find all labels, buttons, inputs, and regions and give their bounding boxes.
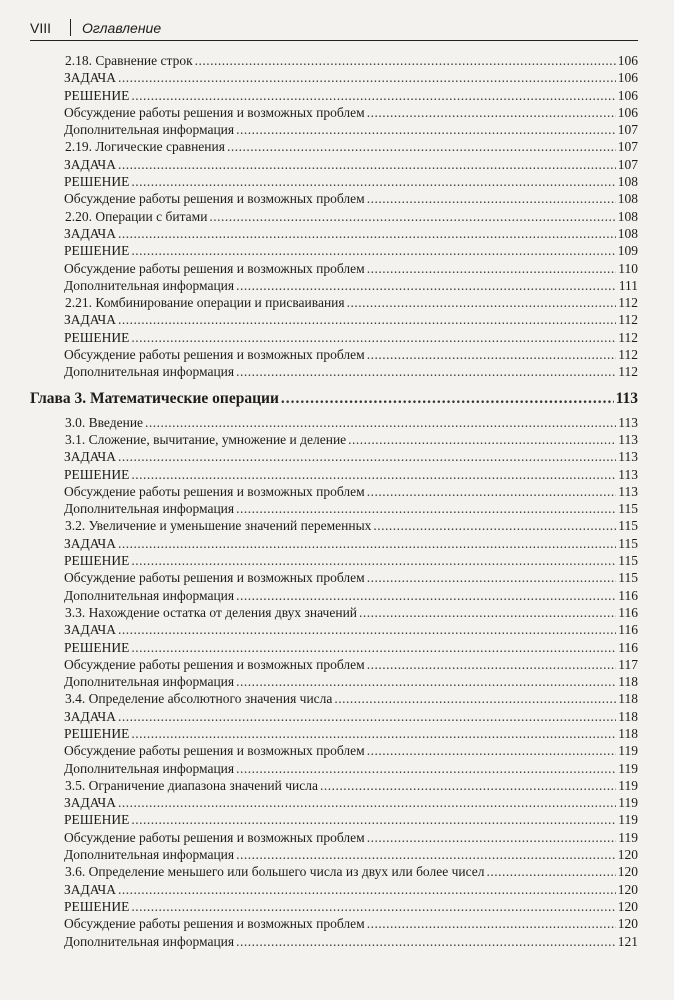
toc-entry-title: Обсуждение работы решения и возможных проблем [64, 483, 365, 499]
toc-subentry [30, 881, 638, 898]
toc-entry-page: 113 [618, 431, 638, 447]
dot-leader [131, 898, 615, 915]
toc-subentry [30, 725, 638, 742]
toc-entry-title: Обсуждение работы решения и возможных проблем [64, 829, 365, 845]
toc-entry-title: 2.18. Сравнение строк [65, 53, 193, 68]
toc-entry-page: 113 [618, 414, 638, 430]
toc-entry-page: 108 [617, 208, 638, 224]
toc-entry-title: ЗАДАЧА [64, 795, 116, 811]
dot-leader [367, 569, 616, 586]
toc-entry-title: РЕШЕНИЕ [64, 725, 130, 741]
toc-entry-page: 113 [618, 483, 638, 499]
dot-leader [118, 621, 616, 638]
dot-leader [236, 587, 616, 604]
toc-subentry [30, 156, 638, 173]
toc-entry-page: 119 [618, 760, 638, 776]
toc-entry-page: 107 [617, 156, 638, 172]
toc-subentry [30, 87, 638, 104]
toc-section-entry [30, 414, 638, 431]
dot-leader [131, 811, 616, 828]
dot-leader [367, 104, 616, 121]
dot-leader [367, 483, 616, 500]
toc-subentry [30, 173, 638, 190]
toc-entry-page: 119 [618, 743, 638, 759]
toc-entry-title: ЗАДАЧА [64, 225, 116, 241]
toc-entry-title: Дополнительная информация [64, 277, 235, 293]
dot-leader [118, 311, 616, 328]
toc-entry-title: 2.21. Комбинирование операции и присваивания [65, 295, 345, 311]
dot-leader [367, 829, 616, 846]
toc-subentry [30, 500, 638, 517]
toc-entry-title: РЕШЕНИЕ [64, 87, 130, 103]
dot-leader [236, 500, 616, 517]
toc-entry-page: 118 [618, 725, 638, 741]
toc-entry-page: 115 [618, 535, 638, 551]
toc-subentry [30, 898, 638, 915]
toc-subentry [30, 121, 638, 138]
dot-leader [334, 690, 616, 707]
toc-entry-title: ЗАДАЧА [64, 70, 116, 86]
toc-subentry [30, 483, 638, 500]
toc-subentry [30, 742, 638, 759]
toc-entry-title: РЕШЕНИЕ [64, 329, 130, 345]
toc-entry-page: 113 [618, 449, 638, 465]
toc-subentry [30, 829, 638, 846]
dot-leader [118, 881, 616, 898]
toc-entry-title: РЕШЕНИЕ [64, 812, 130, 828]
toc-entry-title: Обсуждение работы решения и возможных проблем [64, 347, 365, 363]
toc-entry-page: 106 [617, 104, 638, 120]
toc-entry-title: Дополнительная информация [64, 501, 235, 517]
toc-entry-page: 107 [617, 139, 638, 155]
toc-subentry [30, 708, 638, 725]
toc-section-entry [30, 604, 638, 621]
toc-entry-page: 110 [618, 260, 638, 276]
dot-leader [131, 329, 616, 346]
toc-subentry [30, 225, 638, 242]
toc-entry-title: Обсуждение работы решения и возможных проблем [64, 570, 365, 586]
toc-subentry [30, 466, 638, 483]
toc-entry-title: 3.0. Введение [65, 414, 144, 430]
toc-entry-title: РЕШЕНИЕ [64, 466, 130, 482]
toc-entry-page: 109 [617, 243, 638, 259]
toc-entry-title: Дополнительная информация [64, 933, 235, 949]
dot-leader [236, 846, 616, 863]
toc-chapter-entry [30, 384, 638, 414]
toc-entry-page: 120 [617, 898, 638, 914]
toc-entry-title: Глава 3. Математические операции [30, 389, 279, 407]
dot-leader [487, 863, 616, 880]
toc-entry-page: 113 [615, 389, 638, 407]
toc-subentry [30, 277, 638, 294]
toc-entry-page: 116 [618, 622, 638, 638]
toc-subentry [30, 933, 638, 950]
toc-entry-page: 106 [617, 53, 638, 68]
dot-leader [118, 794, 616, 811]
toc-entry-title: Дополнительная информация [64, 587, 235, 603]
toc-entry-title: РЕШЕНИЕ [64, 898, 130, 914]
dot-leader [131, 173, 615, 190]
toc-entry-page: 120 [617, 864, 638, 880]
dot-leader [145, 414, 616, 431]
dot-leader [373, 517, 616, 534]
toc-section-entry [30, 138, 638, 155]
toc-subentry [30, 760, 638, 777]
toc-subentry [30, 535, 638, 552]
toc-subentry [30, 190, 638, 207]
dot-leader [347, 294, 616, 311]
dot-leader [131, 242, 615, 259]
toc-subentry [30, 569, 638, 586]
toc-entry-page: 106 [617, 70, 638, 86]
page-number: VIII [30, 20, 52, 36]
toc-entry-title: РЕШЕНИЕ [64, 243, 130, 259]
toc-entry-page: 118 [618, 708, 638, 724]
toc-subentry [30, 363, 638, 380]
toc-section-entry [30, 517, 638, 534]
toc-entry-title: Дополнительная информация [64, 847, 235, 863]
dot-leader [131, 725, 616, 742]
toc-entry-page: 112 [618, 329, 638, 345]
dot-leader [131, 87, 615, 104]
toc-entry-page: 116 [618, 604, 638, 620]
toc-entry-title: Дополнительная информация [64, 122, 235, 138]
toc-entry-title: Обсуждение работы решения и возможных проблем [64, 656, 365, 672]
toc-section-entry [30, 690, 638, 707]
dot-leader [236, 277, 616, 294]
running-title: Оглавление [82, 20, 162, 36]
toc-subentry [30, 552, 638, 569]
table-of-contents [30, 52, 638, 950]
dot-leader [118, 156, 616, 173]
toc-entry-page: 119 [618, 829, 638, 845]
toc-entry-title: РЕШЕНИЕ [64, 553, 130, 569]
toc-entry-title: ЗАДАЧА [64, 312, 116, 328]
toc-subentry [30, 846, 638, 863]
toc-entry-page: 121 [617, 933, 638, 949]
toc-entry-page: 115 [618, 501, 638, 517]
toc-section-entry [30, 208, 638, 225]
header-divider [70, 19, 71, 36]
toc-entry-page: 106 [617, 87, 638, 103]
dot-leader [236, 363, 616, 380]
toc-subentry [30, 639, 638, 656]
toc-entry-title: РЕШЕНИЕ [64, 174, 130, 190]
toc-entry-title: 3.4. Определение абсолютного значения числа [65, 691, 333, 707]
toc-subentry [30, 794, 638, 811]
toc-section-entry [30, 777, 638, 794]
dot-leader [118, 225, 616, 242]
toc-section-entry [30, 294, 638, 311]
toc-entry-title: ЗАДАЧА [64, 881, 116, 897]
toc-entry-title: ЗАДАЧА [64, 449, 116, 465]
toc-entry-title: Дополнительная информация [64, 674, 235, 690]
dot-leader [367, 915, 616, 932]
toc-entry-page: 115 [618, 518, 638, 534]
toc-entry-title: ЗАДАЧА [64, 535, 116, 551]
toc-entry-page: 119 [618, 777, 638, 793]
dot-leader [359, 604, 616, 621]
toc-entry-page: 108 [617, 191, 638, 207]
toc-entry-title: 2.20. Операции с битами [65, 208, 208, 224]
toc-entry-page: 112 [618, 364, 638, 380]
toc-entry-page: 111 [618, 277, 638, 293]
dot-leader [227, 138, 616, 155]
running-header [30, 18, 638, 41]
toc-entry-title: Обсуждение работы решения и возможных проблем [64, 260, 365, 276]
toc-subentry [30, 346, 638, 363]
toc-subentry [30, 242, 638, 259]
toc-subentry [30, 587, 638, 604]
toc-subentry [30, 69, 638, 86]
toc-entry-title: ЗАДАЧА [64, 622, 116, 638]
toc-entry-title: 3.5. Ограничение диапазона значений числа [65, 777, 318, 793]
dot-leader [236, 121, 616, 138]
toc-entry-title: 3.3. Нахождение остатка от деления двух значений [65, 604, 358, 620]
toc-entry-page: 118 [618, 674, 638, 690]
toc-entry-page: 118 [618, 691, 638, 707]
dot-leader [131, 552, 616, 569]
toc-entry-title: Обсуждение работы решения и возможных проблем [64, 104, 365, 120]
dot-leader [236, 673, 616, 690]
dot-leader [367, 742, 616, 759]
dot-leader [367, 656, 616, 673]
toc-entry-page: 113 [618, 466, 638, 482]
toc-entry-page: 108 [617, 225, 638, 241]
dot-leader [348, 431, 616, 448]
dot-leader [236, 760, 616, 777]
toc-entry-page: 119 [618, 795, 638, 811]
toc-subentry [30, 915, 638, 932]
toc-entry-title: Дополнительная информация [64, 364, 235, 380]
toc-entry-page: 119 [618, 812, 638, 828]
toc-entry-title: Дополнительная информация [64, 760, 235, 776]
toc-entry-title: 3.2. Увеличение и уменьшение значений переменных [65, 518, 372, 534]
toc-entry-title: Обсуждение работы решения и возможных проблем [64, 916, 365, 932]
toc-subentry [30, 104, 638, 121]
dot-leader [367, 190, 616, 207]
dot-leader [367, 260, 616, 277]
toc-entry-title: 2.19. Логические сравнения [65, 139, 225, 155]
dot-leader [195, 52, 616, 69]
toc-section-entry [30, 52, 638, 69]
toc-entry-page: 116 [618, 587, 638, 603]
toc-entry-page: 120 [617, 881, 638, 897]
toc-subentry [30, 311, 638, 328]
dot-leader [118, 69, 616, 86]
toc-entry-page: 112 [618, 347, 638, 363]
toc-entry-page: 112 [618, 312, 638, 328]
toc-entry-title: ЗАДАЧА [64, 708, 116, 724]
toc-entry-title: 3.1. Сложение, вычитание, умножение и деление [65, 431, 347, 447]
dot-leader [320, 777, 616, 794]
toc-entry-title: ЗАДАЧА [64, 156, 116, 172]
dot-leader [236, 933, 616, 950]
dot-leader [209, 208, 615, 225]
toc-entry-page: 115 [618, 553, 638, 569]
dot-leader [131, 466, 616, 483]
toc-entry-title: РЕШЕНИЕ [64, 639, 130, 655]
toc-subentry [30, 448, 638, 465]
toc-entry-title: 3.6. Определение меньшего или большего числа из двух или более чисел [65, 864, 485, 880]
dot-leader [118, 535, 616, 552]
dot-leader [367, 346, 616, 363]
toc-entry-page: 120 [617, 847, 638, 863]
toc-subentry [30, 621, 638, 638]
toc-subentry [30, 656, 638, 673]
toc-entry-page: 112 [618, 295, 638, 311]
toc-subentry [30, 329, 638, 346]
toc-entry-page: 115 [618, 570, 638, 586]
toc-entry-page: 107 [617, 122, 638, 138]
dot-leader [118, 448, 616, 465]
toc-entry-title: Обсуждение работы решения и возможных проблем [64, 743, 365, 759]
toc-entry-title: Обсуждение работы решения и возможных проблем [64, 191, 365, 207]
dot-leader [118, 708, 616, 725]
toc-subentry [30, 811, 638, 828]
toc-subentry [30, 260, 638, 277]
dot-leader [131, 639, 616, 656]
toc-entry-page: 117 [618, 656, 638, 672]
toc-entry-page: 116 [618, 639, 638, 655]
toc-subentry [30, 673, 638, 690]
toc-section-entry [30, 863, 638, 880]
toc-entry-page: 120 [617, 916, 638, 932]
toc-section-entry [30, 431, 638, 448]
toc-entry-page: 108 [617, 174, 638, 190]
dot-leader [281, 384, 614, 414]
